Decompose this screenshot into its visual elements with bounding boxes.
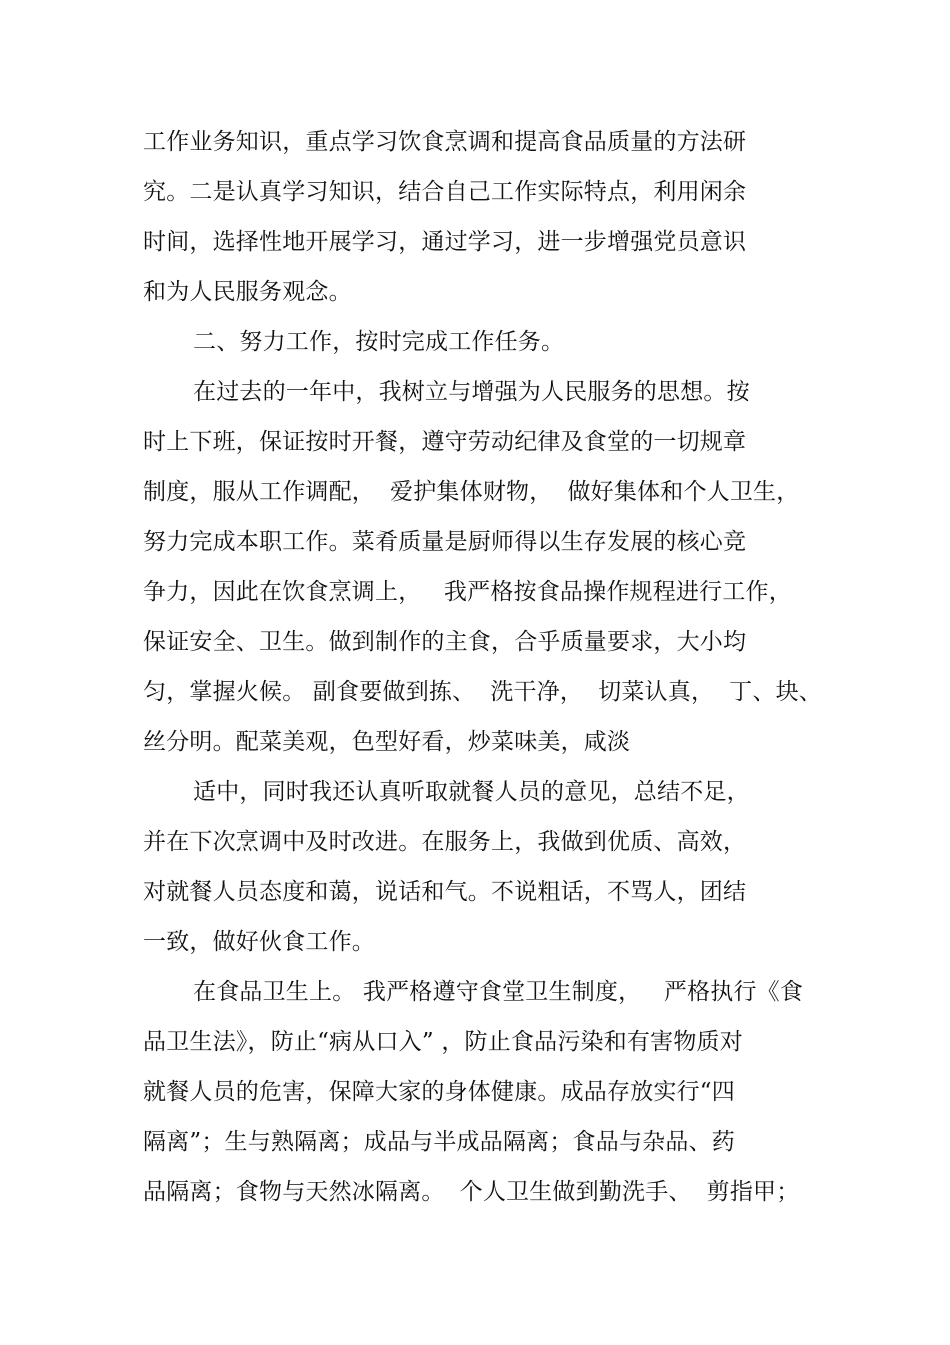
text-line-13: 丝分明。配菜美观，色型好看，炒菜味美，咸淡 [143, 729, 631, 755]
text-line-12: 匀，掌握火候。 副食要做到拣、 洗干净， 切菜认真， 丁、块、 [143, 679, 822, 705]
text-line-2: 究。二是认真学习知识，结合自己工作实际特点，利用闲余 [143, 179, 747, 205]
text-line-16: 对就餐人员态度和蔼，说话和气。不说粗话，不骂人，团结 [143, 879, 747, 905]
text-line-11: 保证安全、卫生。做到制作的主食，合乎质量要求，大小均 [143, 629, 747, 655]
text-line-21: 隔离”；生与熟隔离；成品与半成品隔离；食品与杂品、药 [143, 1129, 735, 1155]
text-line-22: 品隔离；食物与天然冰隔离。 个人卫生做到勤洗手、 剪指甲； [143, 1179, 800, 1205]
text-line-5: 二、努力工作，按时完成工作任务。 [193, 329, 565, 355]
text-line-9: 努力完成本职工作。菜肴质量是厨师得以生存发展的核心竞 [143, 529, 747, 555]
text-line-19: 品卫生法》，防止“病从口入” ，防止食品污染和有害物质对 [143, 1029, 743, 1055]
text-line-4: 和为人民服务观念。 [143, 279, 352, 305]
text-line-15: 并在下次烹调中及时改进。在服务上，我做到优质、高效， [143, 829, 747, 855]
text-line-14: 适中，同时我还认真听取就餐人员的意见，总结不足， [193, 779, 750, 805]
text-line-6: 在过去的一年中，我树立与增强为人民服务的思想。按 [193, 379, 750, 405]
text-line-18: 在食品卫生上。 我严格遵守食堂卫生制度， 严格执行《食 [193, 979, 804, 1005]
text-line-8: 制度，服从工作调配， 爱护集体财物， 做好集体和个人卫生， [143, 479, 800, 505]
text-line-7: 时上下班，保证按时开餐，遵守劳动纪律及食堂的一切规章 [143, 429, 747, 455]
text-line-3: 时间，选择性地开展学习，通过学习，进一步增强党员意识 [143, 229, 747, 255]
text-line-1: 工作业务知识，重点学习饮食烹调和提高食品质量的方法研 [143, 129, 747, 155]
text-line-10: 争力，因此在饮食烹调上， 我严格按食品操作规程进行工作， [143, 579, 792, 605]
text-line-20: 就餐人员的危害，保障大家的身体健康。成品存放实行“四 [143, 1079, 735, 1105]
text-line-17: 一致，做好伙食工作。 [143, 929, 375, 955]
